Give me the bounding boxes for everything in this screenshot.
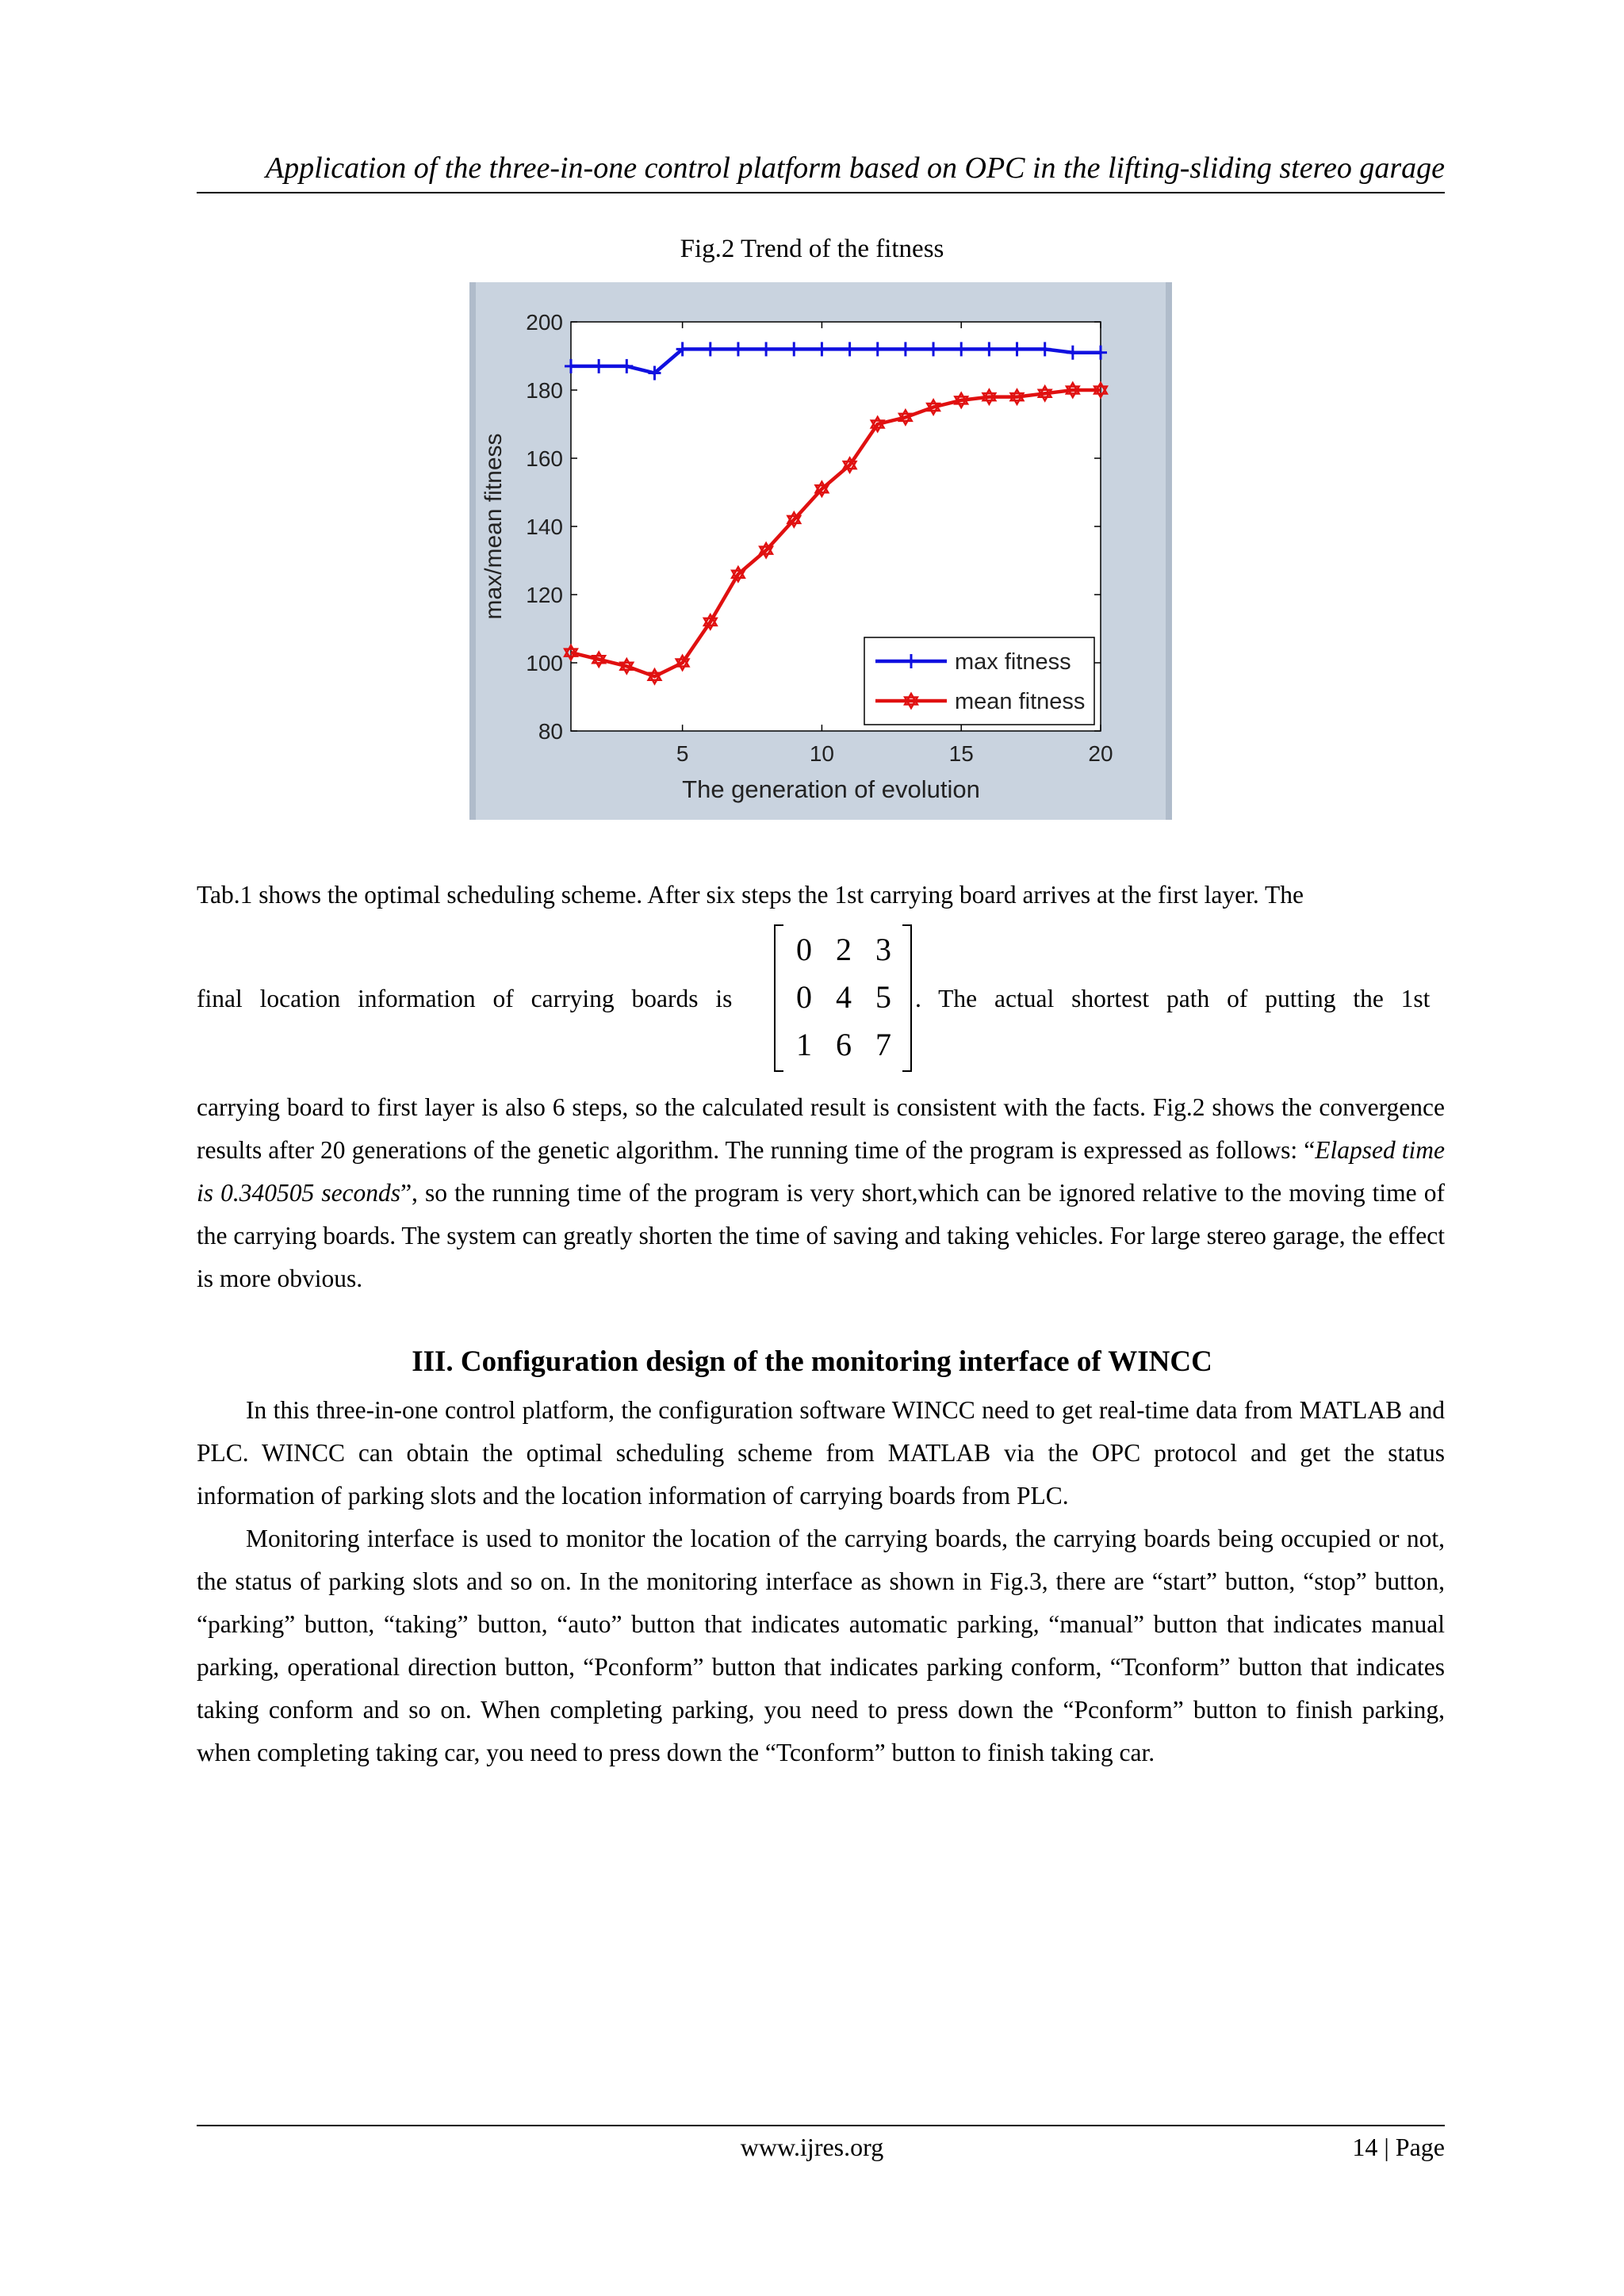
- footer-url: www.ijres.org: [740, 2133, 884, 2161]
- matrix-left-bracket: [774, 924, 783, 1072]
- matrix-cell: 5: [875, 979, 891, 1015]
- matrix-cell: 4: [836, 979, 852, 1015]
- matrix-row: [788, 1026, 899, 1063]
- matrix-sentence-after: . The actual shortest path of putting the 1st: [915, 985, 1431, 1012]
- y-tick-label: 100: [526, 651, 563, 675]
- matrix-cell: 7: [875, 1027, 891, 1062]
- x-axis-label: The generation of evolution: [682, 775, 980, 803]
- fitness-figure: [469, 282, 1172, 820]
- legend: [864, 637, 1094, 725]
- paragraph-results: [197, 1086, 1445, 1300]
- legend-label: max fitness: [955, 649, 1071, 675]
- x-tick-label: 10: [809, 741, 834, 766]
- figure-frame-right: [1166, 282, 1172, 820]
- x-tick-label: 15: [948, 741, 974, 766]
- location-matrix: [774, 924, 912, 1072]
- header-rule: [197, 192, 1445, 193]
- y-tick-label: 80: [538, 719, 563, 744]
- y-tick-label: 140: [526, 515, 563, 539]
- figure-caption: Fig.2 Trend of the fitness: [680, 235, 944, 263]
- elapsed-time-quote: Elapsed time is 0.340505 seconds: [197, 1136, 1445, 1207]
- matrix-cell: 2: [836, 932, 852, 967]
- footer-rule: [197, 2125, 1445, 2126]
- y-tick-label: 160: [526, 446, 563, 471]
- section-heading: III. Configuration design of the monitoring interface of WINCC: [412, 1345, 1212, 1378]
- running-header: Application of the three-in-one control platform based on OPC in the lifting-sliding stereo garage: [265, 151, 1445, 185]
- paragraph-tab1: Tab.1 shows the optimal scheduling scheme. After six steps the 1st carrying board arrives at the first layer. The: [197, 881, 1304, 909]
- matrix-right-bracket: [902, 924, 912, 1072]
- paragraph-monitoring: Monitoring interface is used to monitor the location of the carrying boards, the carrying boards being occupied or not, the status of parking slots and so on. In the monitoring interface as shown in Fig.3, there are “start” button, “stop” button, “parking” button, “taking” button, “auto” button that indicates automatic parking, “manual” button that indicates manual parking, operational direction button, “Pconform” button that indicates parking conform, “Tconform” button that indicates taking conform and so on. When completing parking, you need to press down the “Pconform” button to finish parking, when completing taking car, you need to press down the “Tconform” button to finish taking car.: [197, 1525, 1445, 1766]
- y-tick-label: 120: [526, 583, 563, 607]
- matrix-row: [788, 931, 899, 968]
- matrix-cell: 1: [796, 1027, 812, 1062]
- y-axis-label: max/mean fitness: [481, 433, 507, 620]
- paragraph-results-part2: ”, so the running time of the program is very short,which can be ignored relative to the moving time of the carrying boards. The system can greatly shorten the time of saving and taking vehicles. For large stereo garage, the effect is more obvious.: [197, 1179, 1445, 1292]
- fitness-chart: [469, 282, 1172, 820]
- y-tick-label: 180: [526, 378, 563, 403]
- y-tick-label: 200: [526, 310, 563, 335]
- x-tick-label: 20: [1088, 741, 1113, 766]
- matrix-cell: 6: [836, 1027, 852, 1062]
- matrix-cell: 3: [875, 932, 891, 967]
- x-tick-label: 5: [676, 741, 689, 766]
- matrix-row: [788, 978, 899, 1016]
- paragraph-platform: In this three-in-one control platform, the configuration software WINCC need to get real-time data from MATLAB and PLC. WINCC can obtain the optimal scheduling scheme from MATLAB via the OPC protocol and get the status information of parking slots and the location information of carrying boards from PLC.: [197, 1396, 1445, 1510]
- figure-frame-left: [469, 282, 476, 820]
- legend-label: mean fitness: [955, 689, 1086, 714]
- matrix-sentence-before: final location information of carrying boards is: [197, 985, 733, 1012]
- matrix-cell: 0: [796, 932, 812, 967]
- matrix-cell: 0: [796, 979, 812, 1015]
- matrix-sentence: [197, 924, 1445, 1072]
- page-number: 14 | Page: [1352, 2133, 1445, 2161]
- paragraph-results-part1: carrying board to first layer is also 6 steps, so the calculated result is consistent with the facts. Fig.2 shows the convergence results after 20 generations of the genetic algorithm. The running time of the program is expressed as follows: “: [197, 1093, 1445, 1164]
